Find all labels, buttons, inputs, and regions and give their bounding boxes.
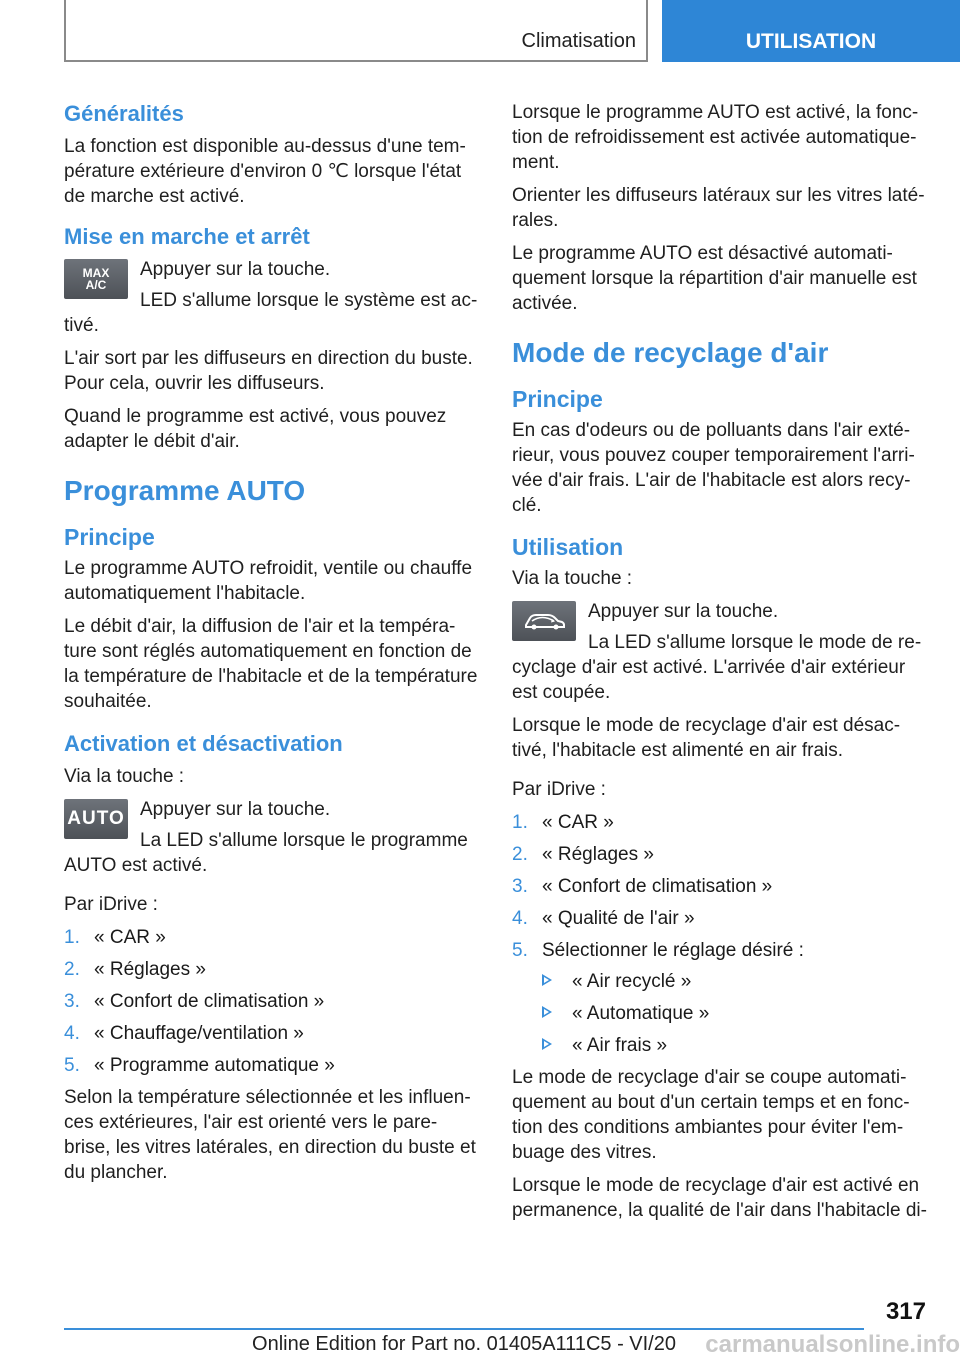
- header-section-name: Climatisation: [521, 30, 636, 52]
- page-header: [0, 0, 960, 66]
- text-appuyer-maxac: Appuyer sur la touche.: [140, 259, 331, 280]
- heading-activation: Activation et désactivation: [64, 731, 343, 756]
- text-led-maxac: LED s'allume lorsque le système est activé.: [64, 290, 478, 336]
- page-number: 317: [885, 1298, 926, 1325]
- text-quand: Quand le programme est activé, vous pouvez adapter le débit d'air.: [64, 406, 447, 452]
- maxac-key-line1: MAX: [82, 266, 110, 280]
- right-column: [512, 100, 928, 1231]
- sub-options-list: [542, 969, 928, 1058]
- heading-principe-auto: Principe: [64, 524, 155, 550]
- sub-list-item: « Air frais »: [542, 1033, 928, 1058]
- maxac-key-line2: A/C: [85, 278, 107, 292]
- text-idrive-recyclage: Par iDrive :: [512, 779, 606, 800]
- list-item: 1. « CAR »: [64, 927, 166, 948]
- footer-edition: Online Edition for Part no. 01405A111C5 - VI/20: [252, 1333, 676, 1355]
- list-item: 5. Sélectionner le réglage désiré : « Air recyclé » « Automatique » « Air frais »: [512, 938, 928, 1058]
- sub-list-item: « Automatique »: [542, 1001, 928, 1026]
- text-air-sort: L'air sort par les diffuseurs en direction du buste. Pour cela, ouvrir les diffuseurs.: [64, 348, 473, 394]
- steps-list-left: [64, 925, 480, 1078]
- text-desactive: Le programme AUTO est désactivé automatiquement lorsque la répartition d'air manuelle est activée.: [512, 243, 917, 314]
- recirc-key-block: [512, 599, 928, 705]
- text-coupe: Le mode de recyclage d'air se coupe automatiquement au bout d'un certain temps et en fonction des conditions ambiantes pour éviter l'embuage des vitres.: [512, 1067, 910, 1163]
- text-principe-recyclage: En cas d'odeurs ou de polluants dans l'air extérieur, vous pouvez couper temporairement l'arrivée d'air frais. L'air de l'habitacle est alors recyclé.: [512, 420, 915, 516]
- text-permanence: Lorsque le mode de recyclage d'air est activé en permanence, la qualité de l'air dans l'habitacle di-: [512, 1175, 927, 1221]
- text-led-auto: La LED s'allume lorsque le programme AUTO est activé.: [64, 830, 468, 876]
- maxac-key-block: [64, 257, 480, 338]
- auto-key-block: [64, 797, 480, 878]
- list-item: 4. « Chauffage/ventilation »: [64, 1023, 304, 1044]
- list-item: 3. « Confort de climatisation »: [64, 991, 325, 1012]
- heading-generalites: Généralités: [64, 101, 184, 126]
- header-chapter-tab: UTILISATION: [662, 0, 960, 62]
- list-item: 4. « Qualité de l'air »: [512, 908, 695, 929]
- text-generalites: La fonction est disponible au-dessus d'une température extérieure d'environ 0 ℃ lorsque l'état de marche est activé.: [64, 136, 466, 207]
- footer-divider: [64, 1328, 864, 1330]
- text-orienter: Orienter les diffuseurs latéraux sur les vitres latérales.: [512, 185, 925, 231]
- list-item: 2. « Réglages »: [64, 959, 206, 980]
- bullet-triangle-icon: [542, 974, 552, 986]
- text-principe-1: Le programme AUTO refroidit, ventile ou chauffe automatiquement l'habitacle.: [64, 558, 473, 604]
- steps-list-right: [512, 810, 928, 1058]
- bullet-triangle-icon: [542, 1038, 552, 1050]
- text-idrive: Par iDrive :: [64, 894, 158, 915]
- left-column: [64, 100, 480, 1193]
- list-item: 3. « Confort de climatisation »: [512, 876, 773, 897]
- text-selon: Selon la température sélectionnée et les influences extérieures, l'air est orienté vers le pare-brise, les vitres latérales, en direction du buste et du plancher.: [64, 1087, 476, 1183]
- bullet-triangle-icon: [542, 1006, 552, 1018]
- auto-key-icon: AUTO: [64, 799, 128, 839]
- list-item: 1. « CAR »: [512, 812, 614, 833]
- heading-principe-recyclage: Principe: [512, 386, 603, 412]
- list-item: 5. « Programme automatique »: [64, 1055, 335, 1076]
- text-principe-2: Le débit d'air, la diffusion de l'air et la température sont réglés automatiquement en fonction de la température de l'habitacle et de la température souhaitée.: [64, 616, 478, 712]
- maxac-key-icon: [64, 259, 128, 299]
- heading-recyclage: Mode de recyclage d'air: [512, 337, 829, 368]
- text-appuyer-recyclage: Appuyer sur la touche.: [588, 601, 779, 622]
- text-via-touche: Via la touche :: [64, 766, 185, 787]
- text-desac-recyclage: Lorsque le mode de recyclage d'air est désactivé, l'habitacle est alimenté en air frais.: [512, 715, 901, 761]
- heading-mise-en-marche: Mise en marche et arrêt: [64, 224, 310, 249]
- text-lorsque-auto: Lorsque le programme AUTO est activé, la fonction de refroidissement est activée automatiquement.: [512, 102, 919, 173]
- text-via-touche-recyclage: Via la touche :: [512, 568, 633, 589]
- watermark: carmanualsonline.info: [705, 1331, 960, 1358]
- heading-utilisation: Utilisation: [512, 534, 624, 560]
- text-led-recyclage: La LED s'allume lorsque le mode de recyclage d'air est activé. L'arrivée d'air extérieur est coupée.: [512, 632, 922, 703]
- sub-list-item: « Air recyclé »: [542, 969, 928, 994]
- text-appuyer-auto: Appuyer sur la touche.: [140, 799, 331, 820]
- heading-programme-auto: Programme AUTO: [64, 475, 306, 506]
- air-recirculation-icon: [512, 601, 576, 641]
- list-item: 2. « Réglages »: [512, 844, 654, 865]
